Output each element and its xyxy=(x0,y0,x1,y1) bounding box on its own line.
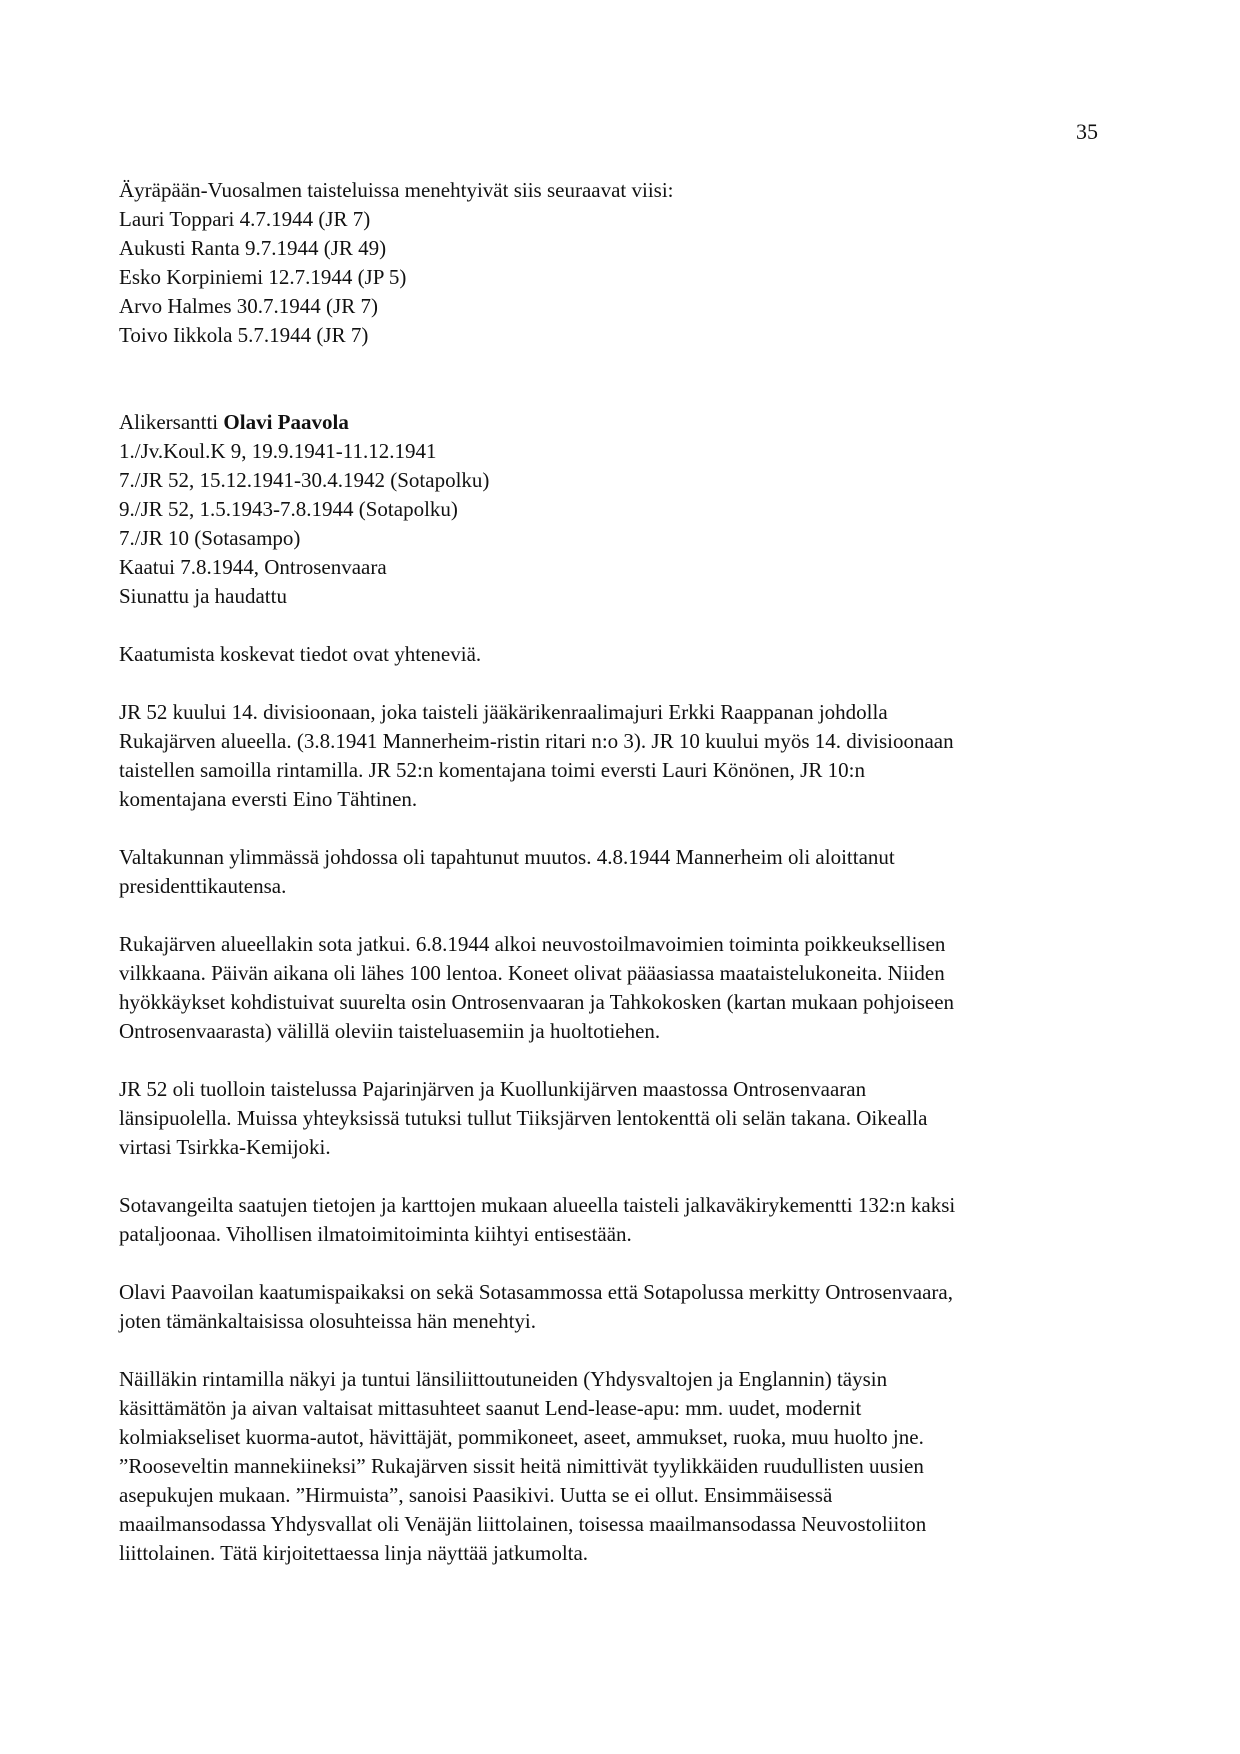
paragraph-line: Valtakunnan ylimmässä johdossa oli tapahtunut muutos. 4.8.1944 Mannerheim oli aloittanut xyxy=(119,845,895,869)
paragraph-line: hyökkäykset kohdistuivat suurelta osin Ontrosenvaaran ja Tahkokosken (kartan mukaan pohjoiseen xyxy=(119,990,955,1014)
paragraph-line: Kaatumista koskevat tiedot ovat yhteneviä. xyxy=(119,642,482,666)
fallen-entry: Lauri Toppari 4.7.1944 (JR 7) xyxy=(119,207,371,231)
person-name: Olavi Paavola xyxy=(223,410,349,434)
person-heading xyxy=(119,408,1129,437)
service-entry: 7./JR 10 (Sotasampo) xyxy=(119,526,301,550)
paragraph-line: vilkkaana. Päivän aikana oli lähes 100 lentoa. Koneet olivat pääasiassa maataistelukoneita. Niiden xyxy=(119,961,945,985)
paragraph-line: maailmansodassa Yhdysvallat oli Venäjän liittolainen, toisessa maailmansodassa Neuvostoliiton xyxy=(119,1512,927,1536)
service-entry: Siunattu ja haudattu xyxy=(119,584,287,608)
paragraph xyxy=(119,1191,1129,1249)
paragraph-line: ”Rooseveltin mannekiineksi” Rukajärven sissit heitä nimittivät tyylikkäiden ruudullisten uusien xyxy=(119,1454,924,1478)
paragraph xyxy=(119,843,1129,901)
paragraph-line: taistellen samoilla rintamilla. JR 52:n komentajana toimi eversti Lauri Könönen, JR 10:n xyxy=(119,758,865,782)
paragraph-line: presidenttikautensa. xyxy=(119,874,287,898)
paragraph-line: liittolainen. Tätä kirjoitettaessa linja näyttää jatkumolta. xyxy=(119,1541,589,1565)
fallen-entry: Arvo Halmes 30.7.1944 (JR 7) xyxy=(119,294,378,318)
paragraph xyxy=(119,640,1129,669)
paragraph xyxy=(119,1075,1129,1162)
paragraph-line: Ontrosenvaarasta) välillä oleviin taisteluasemiin ja huoltotiehen. xyxy=(119,1019,661,1043)
service-entry: 7./JR 52, 15.12.1941-30.4.1942 (Sotapolku) xyxy=(119,468,490,492)
fallen-entry: Toivo Iikkola 5.7.1944 (JR 7) xyxy=(119,323,369,347)
paragraph xyxy=(119,1365,1129,1568)
document-body xyxy=(119,176,1129,1568)
fallen-entry: Esko Korpiniemi 12.7.1944 (JP 5) xyxy=(119,265,407,289)
paragraph-line: JR 52 kuului 14. divisioonaan, joka taisteli jääkärikenraalimajuri Erkki Raappanan johdolla xyxy=(119,700,888,724)
paragraph xyxy=(119,930,1129,1046)
person-rank: Alikersantti xyxy=(119,410,224,434)
person-record xyxy=(119,408,1129,611)
paragraph xyxy=(119,698,1129,814)
paragraph-line: Sotavangeilta saatujen tietojen ja karttojen mukaan alueella taisteli jalkaväkirykementti 132:n kaksi xyxy=(119,1193,956,1217)
paragraph-line: komentajana eversti Eino Tähtinen. xyxy=(119,787,418,811)
paragraph-line: Olavi Paavoilan kaatumispaikaksi on sekä Sotasammossa että Sotapolussa merkitty Ontrosenvaara, xyxy=(119,1280,953,1304)
paragraph-line: JR 52 oli tuolloin taistelussa Pajarinjärven ja Kuollunkijärven maastossa Ontrosenvaaran xyxy=(119,1077,867,1101)
body-paragraphs xyxy=(119,640,1129,1568)
fallen-entry: Aukusti Ranta 9.7.1944 (JR 49) xyxy=(119,236,387,260)
service-entry: Kaatui 7.8.1944, Ontrosenvaara xyxy=(119,555,387,579)
paragraph-line: asepukujen mukaan. ”Hirmuista”, sanoisi Paasikivi. Uutta se ei ollut. Ensimmäisessä xyxy=(119,1483,833,1507)
paragraph-line: Näilläkin rintamilla näkyi ja tuntui länsiliittoutuneiden (Yhdysvaltojen ja Englannin) täysin xyxy=(119,1367,888,1391)
service-entry: 9./JR 52, 1.5.1943-7.8.1944 (Sotapolku) xyxy=(119,497,458,521)
paragraph-line: länsipuolella. Muissa yhteyksissä tutuksi tullut Tiiksjärven lentokenttä oli selän takana. Oikealla xyxy=(119,1106,928,1130)
fallen-list-section xyxy=(119,176,1129,350)
paragraph-line: käsittämätön ja aivan valtaisat mittasuhteet saanut Lend-lease-apu: mm. uudet, modernit xyxy=(119,1396,862,1420)
fallen-list-heading: Äyräpään-Vuosalmen taisteluissa menehtyivät siis seuraavat viisi: xyxy=(119,178,674,202)
paragraph-line: kolmiakseliset kuorma-autot, hävittäjät, pommikoneet, aseet, ammukset, ruoka, muu huolto jne. xyxy=(119,1425,924,1449)
paragraph-line: virtasi Tsirkka-Kemijoki. xyxy=(119,1135,331,1159)
paragraph-line: Rukajärven alueellakin sota jatkui. 6.8.1944 alkoi neuvostoilmavoimien toiminta poikkeuksellisen xyxy=(119,932,946,956)
service-entry: 1./Jv.Koul.K 9, 19.9.1941-11.12.1941 xyxy=(119,439,437,463)
paragraph-line: pataljoonaa. Vihollisen ilmatoimitoiminta kiihtyi entisestään. xyxy=(119,1222,632,1246)
paragraph-line: joten tämänkaltaisissa olosuhteissa hän menehtyi. xyxy=(119,1309,536,1333)
page-number: 35 xyxy=(1076,119,1098,144)
paragraph xyxy=(119,1278,1129,1336)
paragraph-line: Rukajärven alueella. (3.8.1941 Mannerheim-ristin ritari n:o 3). JR 10 kuului myös 14. divisioonaan xyxy=(119,729,954,753)
